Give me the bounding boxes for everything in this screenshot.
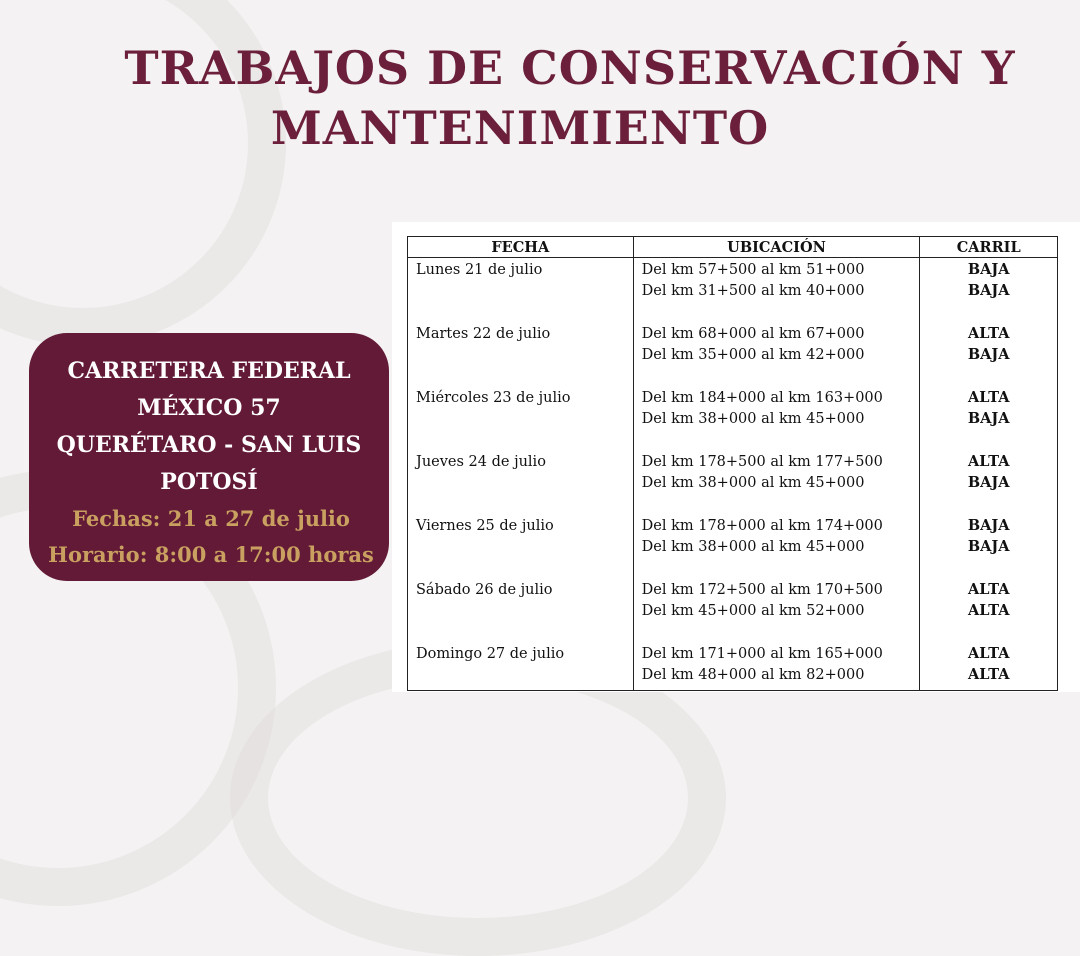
table-row [408,514,1058,578]
header-carril: CARRIL [920,237,1058,258]
carril-text: ALTA [967,645,1010,662]
tramo-text: Del km 48+000 al km 82+000 [641,666,865,683]
carril-text: ALTA [967,389,1010,406]
carril-text: BAJA [967,409,1010,427]
hours-text: Horario: 8:00 a 17:00 horas [48,542,374,567]
table-row [408,258,1058,323]
carril-text: BAJA [967,517,1010,534]
carril-cell [920,578,1058,642]
road-name-line: POTOSÍ [160,469,258,495]
ubicacion-cell [633,578,920,642]
ubicacion-cell [633,514,920,578]
table-row [408,322,1058,386]
carril-cell [920,450,1058,514]
carril-text: ALTA [967,601,1010,619]
title-line-2: MANTENIMIENTO [270,101,770,155]
carril-cell [920,386,1058,450]
ubicacion-cell [633,386,920,450]
carril-text: BAJA [967,261,1010,278]
carril-text: BAJA [967,281,1010,299]
tramo-text: Del km 184+000 al km 163+000 [641,390,883,406]
fecha-text: Viernes 25 de julio [416,518,554,534]
fecha-cell [408,514,634,578]
tramo-text: Del km 35+000 al km 42+000 [641,346,865,363]
tramo-text: Del km 45+000 al km 52+000 [641,602,865,619]
carril-text: ALTA [967,453,1010,470]
carril-text: BAJA [967,345,1010,363]
tramo-text: Del km 38+000 al km 45+000 [641,538,865,555]
ubicacion-cell [633,642,920,691]
tramo-text: Del km 31+500 al km 40+000 [641,282,865,299]
title-line-1: TRABAJOS DE CONSERVACIÓN Y [124,41,1016,95]
carril-cell [920,642,1058,691]
tramo-text: Del km 68+000 al km 67+000 [641,326,865,342]
fecha-text: Sábado 26 de julio [416,582,553,598]
tramo-text: Del km 38+000 al km 45+000 [641,474,865,491]
carril-cell [920,258,1058,323]
fecha-cell [408,258,634,323]
table-row [408,386,1058,450]
carril-text: ALTA [967,325,1010,342]
ubicacion-cell [633,450,920,514]
tramo-text: Del km 38+000 al km 45+000 [641,410,865,427]
table-row [408,578,1058,642]
road-name [29,353,389,501]
tramo-text: Del km 171+000 al km 165+000 [641,646,883,662]
carril-text: BAJA [967,473,1010,491]
carril-text: ALTA [967,581,1010,598]
header-fecha: FECHA [408,237,634,258]
table-row [408,450,1058,514]
tramo-text: Del km 178+500 al km 177+500 [641,454,883,470]
schedule-table [407,236,1058,691]
fecha-text: Lunes 21 de julio [416,262,543,278]
carril-cell [920,514,1058,578]
table-header-row [408,237,1058,258]
road-name-line: QUERÉTARO - SAN LUIS [56,432,362,458]
header-ubicacion: UBICACIÓN [633,237,920,258]
fecha-cell [408,642,634,691]
ubicacion-cell [633,322,920,386]
fecha-cell [408,386,634,450]
road-name-line: MÉXICO 57 [137,395,281,421]
tramo-text: Del km 57+500 al km 51+000 [641,262,865,278]
carril-text: ALTA [967,665,1010,683]
dates-text: Fechas: 21 a 27 de julio [72,506,350,531]
fecha-cell [408,322,634,386]
fecha-text: Domingo 27 de julio [416,646,565,662]
road-info-box [29,333,389,581]
fecha-cell [408,578,634,642]
fecha-cell [408,450,634,514]
fecha-text: Jueves 24 de julio [416,454,546,470]
table-row [408,642,1058,691]
carril-cell [920,322,1058,386]
carril-text: BAJA [967,537,1010,555]
page-title [0,38,1080,158]
tramo-text: Del km 178+000 al km 174+000 [641,518,883,534]
fecha-text: Martes 22 de julio [416,326,551,342]
ubicacion-cell [633,258,920,323]
road-name-line: CARRETERA FEDERAL [67,358,351,384]
fecha-text: Miércoles 23 de julio [416,390,571,406]
schedule-card [392,222,1080,692]
tramo-text: Del km 172+500 al km 170+500 [641,582,883,598]
